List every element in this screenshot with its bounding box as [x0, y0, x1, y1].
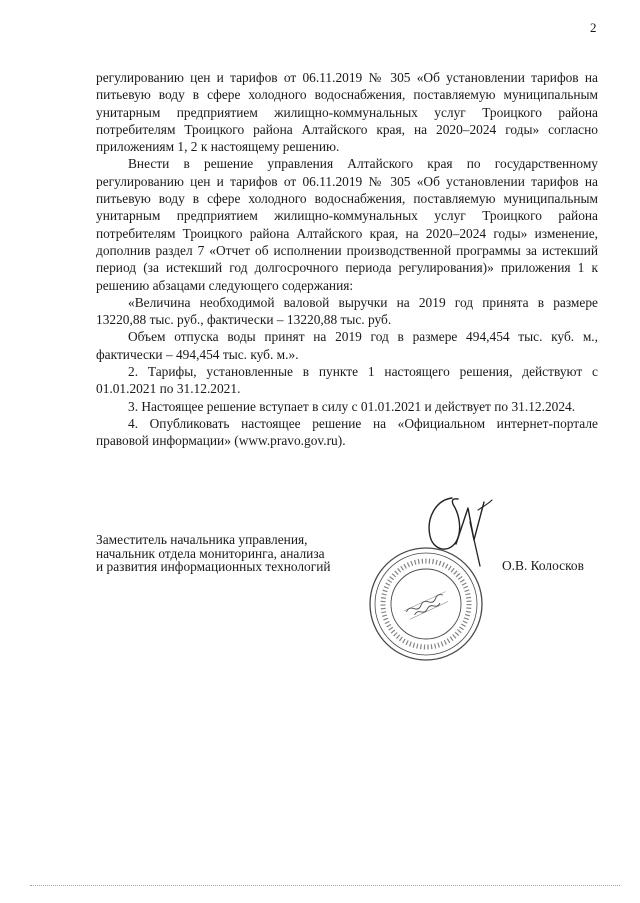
paragraph-water-volume: Объем отпуска воды принят на 2019 год в размере 494,454 тыс. куб. м., фактически – 494,454 тыс. куб. м.».	[96, 329, 598, 362]
position-line: Заместитель начальника управления,	[96, 532, 308, 547]
handwritten-signature	[418, 492, 498, 570]
signatory-position	[96, 533, 376, 574]
position-line: начальник отдела мониторинга, анализа	[96, 545, 325, 561]
page-number: 2	[590, 20, 597, 35]
position-line: и развития информационных технологий	[96, 559, 331, 574]
paragraph-revenue: «Величина необходимой валовой выручки на 2019 год принята в размере 13220,88 тыс. руб., фактически – 13220,88 тыс. руб.	[96, 294, 598, 328]
signer-name: О.В. Колосков	[502, 558, 584, 573]
paragraph-item-3: 3. Настоящее решение вступает в силу с 01.01.2021 и действует по 31.12.2024.	[128, 398, 576, 414]
paragraph-amendment: Внести в решение управления Алтайского края по государственному регулированию цен и тарифов от 06.11.2019 № 305 «Об установлении тарифов на питьевую воду в сфере холодного водоснабжения, поставляемую муниципальным унитарным предприятием жилищно-коммунальных услуг Троицкого района потребителям Троицкого района Алтайского края, на 2020–2024 годы» изменение, дополнив раздел 7 «Отчет об исполнении производственной программы за истекший период (за истекший год долгосрочного периода регулирования)» приложения 1 к решению абзацами следующего содержания:	[96, 156, 598, 293]
paragraph-item-2: 2. Тарифы, установленные в пункте 1 настоящего решения, действуют с 01.01.2021 по 31.12.2021.	[96, 364, 598, 397]
paragraph-continuation: регулированию цен и тарифов от 06.11.2019 № 305 «Об установлении тарифов на питьевую воду в сфере холодного водоснабжения, поставляемую муниципальным унитарным предприятием жилищно-коммунальных услуг Троицкого района потребителям Троицкого района Алтайского края, на 2020–2024 годы» согласно приложениям 1, 2 к настоящему решению.	[96, 70, 598, 155]
document-body	[96, 69, 598, 450]
page-bottom-edge	[30, 885, 620, 886]
paragraph-item-4: 4. Опубликовать настоящее решение на «Официальном интернет-портале правовой информации» (www.pravo.gov.ru).	[96, 415, 598, 449]
